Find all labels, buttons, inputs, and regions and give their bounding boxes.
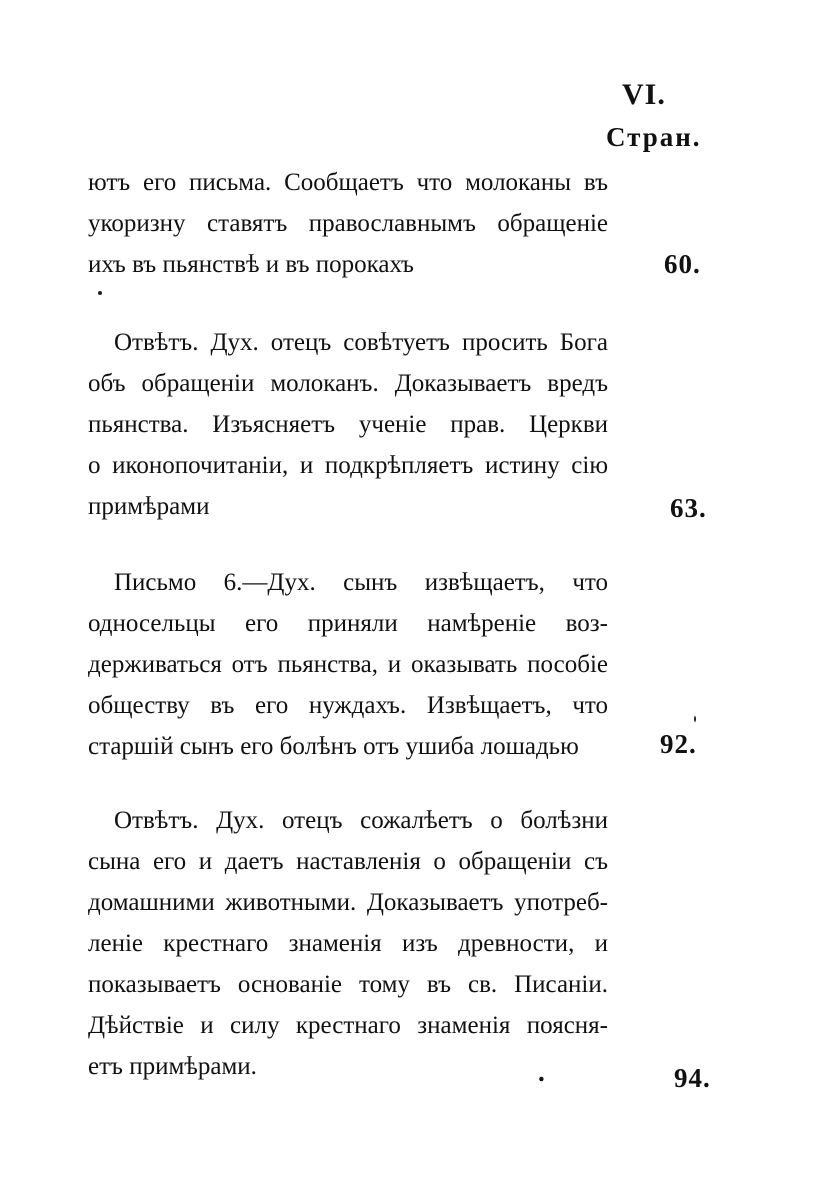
- entry-line: Письмо 6.—Дух. сынъ извѣщаетъ, что: [114, 569, 608, 596]
- toc-entry: [88, 322, 608, 527]
- entry-line: Отвѣтъ. Дух. отецъ совѣтуетъ просить Бога: [114, 329, 608, 356]
- entry-page-number: 63.: [670, 493, 707, 523]
- entry-page-number: 60.: [664, 249, 701, 279]
- toc-entry: [88, 562, 608, 767]
- entry-line: етъ примѣрами.: [88, 1053, 257, 1080]
- entry-line: показываетъ основаніе тому въ св. Писаніи.: [88, 971, 608, 998]
- page-column-header: Стран.: [606, 122, 702, 152]
- entry-line: Отвѣтъ. Дух. отецъ сожалѣетъ о болѣзни: [114, 807, 608, 834]
- entry-line: объ обращеніи молоканъ. Доказываетъ вредъ: [88, 370, 608, 397]
- entry-line: односельцы его приняли намѣреніе воз-: [88, 610, 608, 637]
- page-number: VI.: [622, 78, 666, 111]
- toc-entry: [88, 162, 608, 285]
- entry-line: укоризну ставятъ православнымъ обращеніе: [88, 210, 608, 237]
- entry-line: примѣрами: [88, 493, 210, 520]
- print-speck: [694, 716, 696, 722]
- entry-line: пьянства. Изъясняетъ ученіе прав. Церкви: [88, 411, 608, 438]
- entry-line: леніе крестнаго знаменія изъ древности, и: [88, 930, 608, 957]
- entry-page-number: 94.: [674, 1063, 711, 1093]
- print-speck: [98, 291, 102, 295]
- entry-line: держиваться отъ пьянства, и оказывать пособіе: [88, 651, 608, 678]
- entry-line: о иконопочитаніи, и подкрѣпляетъ истину сію: [88, 452, 608, 479]
- entry-line: ютъ его письма. Сообщаетъ что молоканы въ: [88, 169, 608, 196]
- entry-line: обществу въ его нуждахъ. Извѣщаетъ, что: [88, 692, 608, 719]
- entry-line: старшій сынъ его болѣнъ отъ ушиба лошадью: [88, 733, 579, 760]
- entry-line: сына его и даетъ наставленія о обращеніи съ: [88, 848, 608, 875]
- entry-line: Дѣйствіе и силу крестнаго знаменія поясня-: [88, 1012, 608, 1039]
- entry-line: ихъ въ пьянствѣ и въ порокахъ: [88, 251, 414, 278]
- toc-entry: [88, 800, 608, 1087]
- entry-line: домашними животными. Доказываетъ употреб-: [88, 889, 608, 916]
- entry-page-number: 92.: [660, 729, 697, 759]
- leader-dot: .: [538, 1057, 545, 1087]
